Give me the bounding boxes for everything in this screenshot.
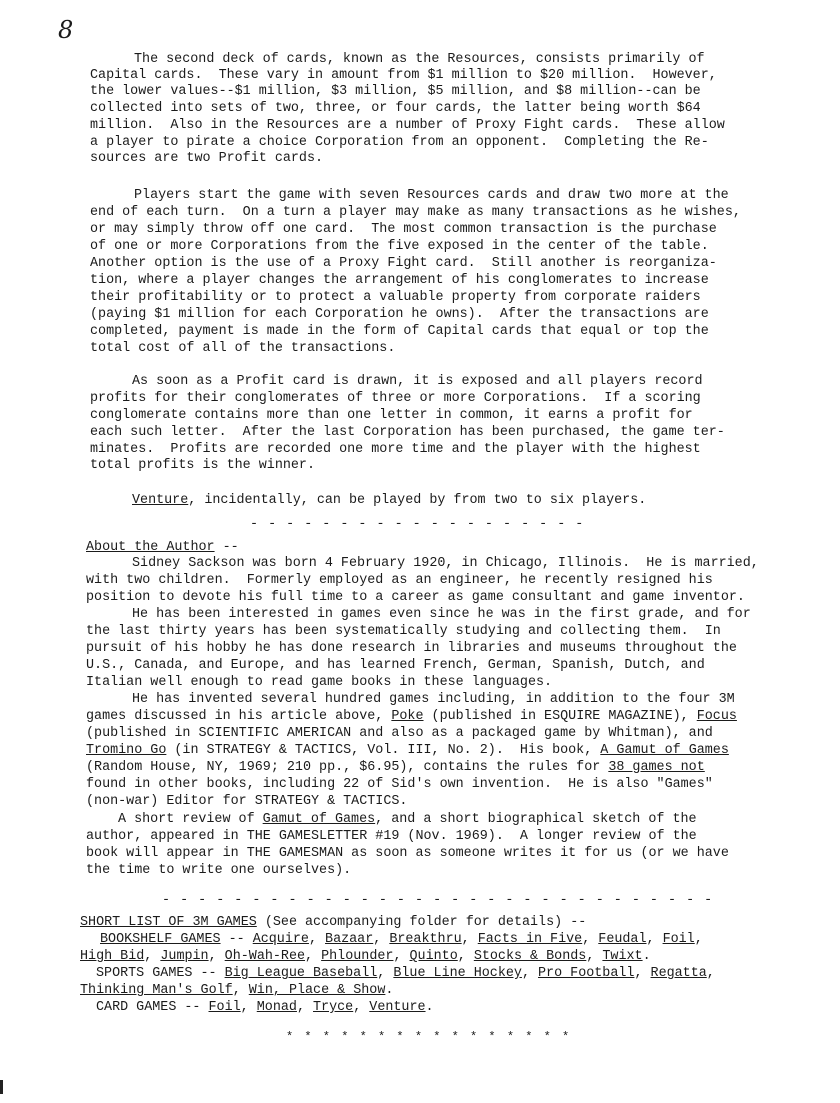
text-line: (paying $1 million for each Corporation he owns). After the transactions are [90, 307, 709, 322]
venture-text: , incidentally, can be played by from two to six players. [188, 493, 647, 508]
text-line: pursuit of his hobby he has done research in libraries and museums throughout the [86, 641, 737, 656]
text-line: total profits is the winner. [90, 458, 315, 473]
game-title: Blue Line Hockey [393, 966, 522, 981]
text-line: As soon as a Profit card is drawn, it is exposed and all players record [132, 374, 703, 389]
text-line: book will appear in THE GAMESMAN as soon as someone writes it for us (or we have [86, 846, 729, 861]
game-title: Oh-Wah-Ree [224, 949, 306, 964]
dash: -- [176, 1000, 209, 1015]
text-line: He has invented several hundred games including, in addition to the four 3M [132, 692, 735, 707]
game-title: Win, Place & Show [248, 983, 386, 998]
text-line: Capital cards. These vary in amount from $1 million to $20 million. However, [90, 68, 717, 83]
text-line: or may simply throw off one card. The most common transaction is the purchase [90, 222, 717, 237]
text-line: with two children. Formerly employed as an engineer, he recently resigned his [86, 573, 713, 588]
text-line [86, 743, 729, 759]
text-line: position to devote his full time to a career as game consultant and game inventor. [86, 590, 745, 605]
venture-title: Venture [132, 493, 189, 508]
short-list-note: (See accompanying folder for details) -- [256, 915, 587, 930]
category-label: BOOKSHELF GAMES [100, 932, 221, 947]
dash: -- [220, 932, 253, 947]
text-run: (published in ESQUIRE MAGAZINE), [423, 709, 697, 724]
text-line: million. Also in the Resources are a number of Proxy Fight cards. These allow [90, 118, 725, 133]
text-line: Sidney Sackson was born 4 February 1920, in Chicago, Illinois. He is married, [132, 556, 759, 571]
game-title: Regatta [650, 966, 707, 981]
bookshelf-line-2: High Bid, Jumpin, Oh-Wah-Ree, Phlounder, Quinto, Stocks & Bonds, Twixt. [80, 949, 651, 964]
separator: - - - - - - - - - - - - - - - - - - - - - - - - - - - - - - - [162, 893, 714, 908]
game-title: High Bid [80, 949, 145, 964]
game-title-focus: Focus [696, 709, 737, 724]
text-line: sources are two Profit cards. [90, 151, 324, 166]
text-line: end of each turn. On a turn a player may make as many transactions as he wishes, [90, 205, 741, 220]
game-title: Pro Football [538, 966, 635, 981]
venture-sentence [132, 493, 646, 509]
text-line: each such letter. After the last Corporation has been purchased, the game ter- [90, 425, 725, 440]
about-heading-suffix: -- [214, 540, 239, 555]
sports-line-2: Thinking Man's Golf, Win, Place & Show. [80, 983, 394, 998]
short-list-title: SHORT LIST OF 3M GAMES [80, 915, 257, 930]
game-title: Facts in Five [477, 932, 583, 947]
text-line: a player to pirate a choice Corporation from an opponent. Completing the Re- [90, 135, 709, 150]
underlined-run: 38 games not [608, 760, 705, 775]
text-line: their profitability or to protect a valuable property from corporate raiders [90, 290, 701, 305]
category-label: CARD GAMES [96, 1000, 177, 1015]
text-line: collected into sets of two, three, or four cards, the latter being worth $64 [90, 101, 701, 116]
text-line: U.S., Canada, and Europe, and has learned French, German, Spanish, Dutch, and [86, 658, 705, 673]
text-line [86, 709, 737, 725]
short-list-heading [80, 915, 586, 931]
game-title: Thinking Man's Golf [80, 983, 233, 998]
text-line [118, 812, 697, 828]
text-line: total cost of all of the transactions. [90, 341, 396, 356]
book-title: Gamut of Games [262, 812, 376, 827]
game-title-poke: Poke [391, 709, 424, 724]
game-title: Breakthru [389, 932, 462, 947]
game-title: Quinto [409, 949, 458, 964]
game-title: Stocks & Bonds [473, 949, 587, 964]
game-title: Bazaar [325, 932, 374, 947]
book-title: A Gamut of Games [600, 743, 729, 758]
card-line: CARD GAMES -- Foil, Monad, Tryce, Venture. [96, 1000, 434, 1015]
separator: - - - - - - - - - - - - - - - - - - - [250, 517, 585, 532]
text-run: (Random House, NY, 1969; 210 pp., $6.95), contains the rules for [86, 760, 609, 775]
text-line: the last thirty years has been systematically studying and collecting them. In [86, 624, 721, 639]
text-line: profits for their conglomerates of three or more Corporations. If a scoring [90, 391, 701, 406]
text-line: (published in SCIENTIFIC AMERICAN and also as a packaged game by Whitman), and [86, 726, 713, 741]
sports-line-1: SPORTS GAMES -- Big League Baseball, Blue Line Hockey, Pro Football, Regatta, [96, 966, 715, 981]
text-line: completed, payment is made in the form of Capital cards that equal or top the [90, 324, 709, 339]
about-heading [86, 540, 239, 556]
game-title: Venture [369, 1000, 426, 1015]
text-line: He has been interested in games even since he was in the first grade, and for [132, 607, 751, 622]
game-title: Monad [256, 1000, 297, 1015]
text-line: tion, where a player changes the arrangement of his conglomerates to increase [90, 273, 709, 288]
game-title: Jumpin [160, 949, 209, 964]
text-line: of one or more Corporations from the five exposed in the center of the table. [90, 239, 709, 254]
game-title: Tryce [313, 1000, 354, 1015]
scan-edge-mark [0, 1080, 3, 1094]
category-label: SPORTS GAMES [96, 966, 193, 981]
text-line: The second deck of cards, known as the Resources, consists primarily of [134, 52, 705, 67]
text-run: (in STRATEGY & TACTICS, Vol. III, No. 2). His book, [166, 743, 601, 758]
bookshelf-line-1: BOOKSHELF GAMES -- Acquire, Bazaar, Breakthru, Facts in Five, Feudal, Foil, [100, 932, 703, 947]
game-title: Foil [208, 1000, 241, 1015]
page-number: 8 [58, 16, 74, 44]
text-line: the time to write one ourselves). [86, 863, 352, 878]
game-title-tromino-go: Tromino Go [86, 743, 167, 758]
text-line: conglomerate contains more than one letter in common, it earns a profit for [90, 408, 693, 423]
game-title: Acquire [252, 932, 309, 947]
text-line [86, 760, 705, 776]
text-run: games discussed in his article above, [86, 709, 392, 724]
game-title: Phlounder [321, 949, 394, 964]
text-line: Players start the game with seven Resources cards and draw two more at the [134, 188, 729, 203]
stars-divider: * * * * * * * * * * * * * * * * [286, 1030, 572, 1044]
game-title: Big League Baseball [224, 966, 378, 981]
text-line: Another option is the use of a Proxy Fight card. Still another is reorganiza- [90, 256, 717, 271]
text-run: , and a short biographical sketch of the [375, 812, 697, 827]
text-line: Italian well enough to read game books in these languages. [86, 675, 553, 690]
text-line: found in other books, including 22 of Sid's own invention. He is also "Games" [86, 777, 713, 792]
game-title: Feudal [598, 932, 647, 947]
text-line: the lower values--$1 million, $3 million, $5 million, and $8 million--can be [90, 84, 701, 99]
text-line: author, appeared in THE GAMESLETTER #19 (Nov. 1969). A longer review of the [86, 829, 697, 844]
about-heading-text: About the Author [86, 540, 215, 555]
text-run: A short review of [118, 812, 263, 827]
text-line: (non-war) Editor for STRATEGY & TACTICS. [86, 794, 408, 809]
text-line: minates. Profits are recorded one more time and the player with the highest [90, 442, 701, 457]
dash: -- [192, 966, 225, 981]
game-title: Twixt [602, 949, 643, 964]
game-title: Foil [662, 932, 695, 947]
